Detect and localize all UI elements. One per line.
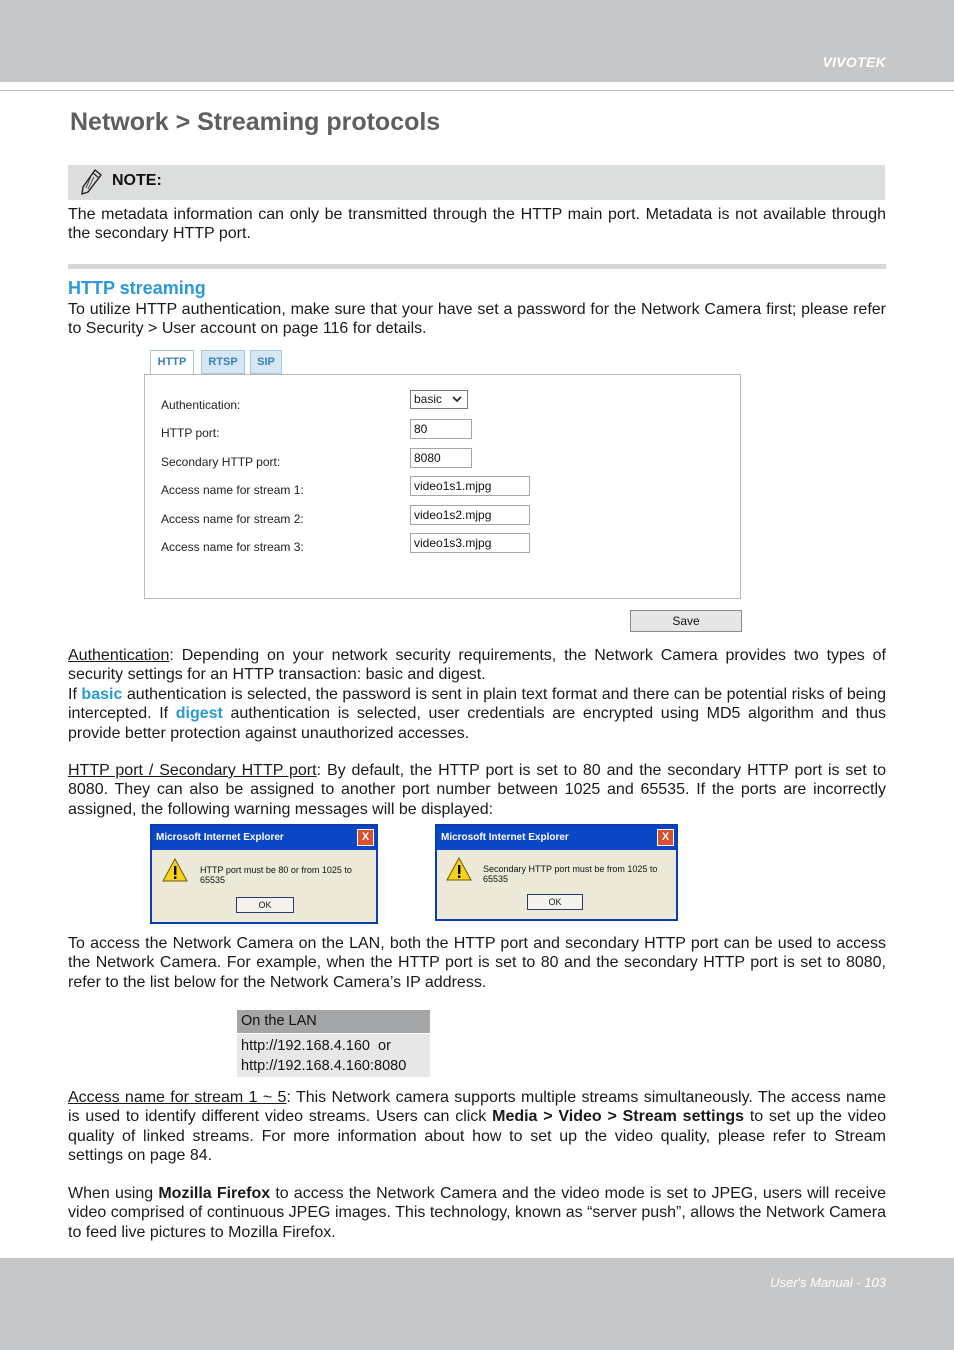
tab-rtsp[interactable]: RTSP xyxy=(201,350,245,374)
port-text: : By default, the HTTP port is set to 80 and the secondary HTTP port is set to 8080. They can also be assigned to another port number between 1025 and 65535. If the ports are incorrectly assigned, the following warning messages will be displayed: xyxy=(68,762,887,818)
lan-table-body xyxy=(237,1034,430,1077)
access-name-paragraph xyxy=(68,1088,886,1166)
basic-keyword: basic xyxy=(81,685,123,703)
secondary-http-port-label: Secondary HTTP port: xyxy=(161,455,281,469)
access-name-term: Access name for stream 1 ~ 5 xyxy=(68,1089,287,1106)
lan-address-2: http://192.168.4.160:8080 xyxy=(241,1058,407,1074)
page-footer: User's Manual - 103 xyxy=(770,1275,886,1290)
dialog-title: Microsoft Internet Explorer xyxy=(152,826,376,850)
note-bar xyxy=(68,165,885,200)
chevron-down-icon xyxy=(451,393,463,410)
firefox-name: Mozilla Firefox xyxy=(158,1185,271,1202)
authentication-term: Authentication xyxy=(68,647,170,664)
stream3-input[interactable]: video1s3.mjpg xyxy=(410,533,530,553)
header-bar xyxy=(0,0,954,82)
firefox-text-1: When using xyxy=(68,1185,159,1202)
basic-text: authentication is selected, the password is sent in plain text format and there can be potential risks of being intercepted. If xyxy=(68,685,887,723)
dialog-title: Microsoft Internet Explorer xyxy=(437,826,676,850)
stream2-input[interactable]: video1s2.mjpg xyxy=(410,505,530,525)
authentication-paragraph xyxy=(68,646,886,743)
http-port-input[interactable]: 80 xyxy=(410,419,472,439)
firefox-text-2: to access the Network Camera and the video mode is set to JPEG, users will receive video comprised of continuous JPEG images. This technology, known as “server push”, allows the Network Camera to feed live pictures to Mozilla Firefox. xyxy=(68,1185,887,1241)
dialog-message: HTTP port must be 80 or from 1025 to 65535 xyxy=(200,865,352,885)
save-button[interactable]: Save xyxy=(630,610,742,632)
lan-address-table xyxy=(237,1010,430,1077)
brand-logo: VIVOTEK xyxy=(822,54,886,70)
stream2-label: Access name for stream 2: xyxy=(161,512,304,526)
error-dialog-secondary-port xyxy=(435,824,678,921)
http-port-label: HTTP port: xyxy=(161,426,220,440)
page-title: Network > Streaming protocols xyxy=(70,108,441,136)
warning-icon xyxy=(162,858,188,887)
access-name-text: : This Network camera supports multiple streams simultaneously. The access name is used to identify different video streams. Users can click xyxy=(68,1089,886,1126)
ok-button[interactable]: OK xyxy=(527,894,583,910)
stream3-label: Access name for stream 3: xyxy=(161,540,304,554)
digest-text: authentication is selected, user credentials are encrypted using MD5 algorithm and thus provide better protection against unauthorized accesses. xyxy=(68,705,887,742)
authentication-text: : Depending on your network security requirements, the Network Camera provides two types of security settings for an HTTP transaction: basic and digest. xyxy=(68,647,886,684)
if-text: If xyxy=(68,685,82,703)
footer-bar xyxy=(0,1258,954,1350)
authentication-label: Authentication: xyxy=(161,398,241,412)
lan-table-header: On the LAN xyxy=(237,1010,430,1033)
note-text: The metadata information can only be transmitted through the HTTP main port. Metadata is not available through the secondary HTTP port. xyxy=(68,206,886,243)
port-term: HTTP port / Secondary HTTP port xyxy=(68,762,317,779)
header-divider xyxy=(0,90,954,91)
section-heading: HTTP streaming xyxy=(68,278,206,298)
section-divider xyxy=(68,264,886,269)
stream1-input[interactable]: video1s1.mjpg xyxy=(410,476,530,496)
http-settings-panel xyxy=(144,374,741,599)
port-paragraph xyxy=(68,761,886,819)
close-icon[interactable]: X xyxy=(657,829,674,846)
lan-address-1: http://192.168.4.160 or xyxy=(241,1038,391,1054)
section-intro: To utilize HTTP authentication, make sure that your have set a password for the Network Camera first; please refer to Security > User account on page 116 for details. xyxy=(68,301,886,338)
error-dialog-http-port xyxy=(150,824,378,924)
stream1-label: Access name for stream 1: xyxy=(161,483,304,497)
close-icon[interactable]: X xyxy=(357,829,374,846)
firefox-paragraph xyxy=(68,1184,886,1242)
pencil-icon xyxy=(78,168,104,201)
authentication-value: basic xyxy=(414,392,443,406)
access-name-text-2: to set up the video quality of linked streams. For more information about how to set up the video quality, please refer to Stream settings on page 84. xyxy=(68,1108,887,1165)
dialog-message: Secondary HTTP port must be from 1025 to 65535 xyxy=(483,864,658,884)
tab-sip[interactable]: SIP xyxy=(250,350,282,374)
menu-path: Media > Video > Stream settings xyxy=(492,1108,745,1126)
warning-icon xyxy=(446,857,472,886)
ok-button[interactable]: OK xyxy=(236,897,294,913)
note-label: NOTE: xyxy=(112,172,162,189)
authentication-select[interactable] xyxy=(410,390,468,409)
secondary-http-port-input[interactable]: 8080 xyxy=(410,448,472,468)
digest-keyword: digest xyxy=(175,705,223,723)
tab-http[interactable]: HTTP xyxy=(150,350,194,376)
lan-paragraph: To access the Network Camera on the LAN, both the HTTP port and secondary HTTP port can be used to access the Network Camera. For example, when the HTTP port is set to 80 and the secondary HTTP port is set to 8080, refer to the list below for the Network Camera’s IP address. xyxy=(68,935,886,991)
